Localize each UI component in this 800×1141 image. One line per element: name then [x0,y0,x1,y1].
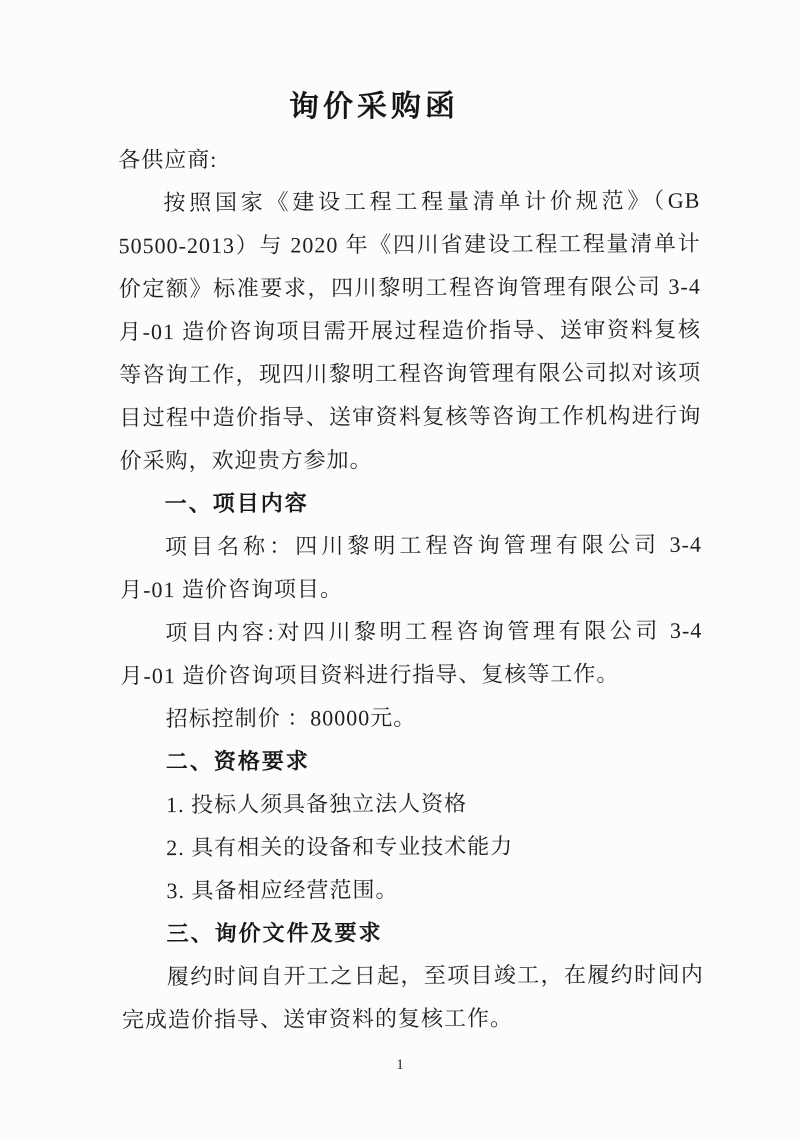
section-heading-inquiry-requirements: 三、询价文件及要求 [166,920,383,947]
document-body [118,83,704,1042]
qualification-item-2: 2. 具有相关的设备和专业技术能力 [166,833,514,861]
document-title: 询价采购函 [288,89,460,124]
section-heading-qualification: 二、资格要求 [165,748,310,775]
project-name-paragraph: 项目名称：四川黎明工程咨询管理有限公司 3-4 月-01 造价咨询项目。 [120,531,702,603]
section-heading-project-content: 一、项目内容 [164,490,309,517]
project-content-paragraph: 项目内容:对四川黎明工程咨询管理有限公司 3-4 月-01 造价咨询项目资料进行指导、复核等工作。 [120,617,703,689]
bid-control-price: 招标控制价 ：80000元。 [165,704,417,732]
intro-paragraph: 按照国家《建设工程工程量清单计价规范》（GB 50500-2013）与 2020 年《四川省建设工程工程量清单计价定额》标准要求，四川黎明工程咨询管理有限公司 3-4 月-01 造价咨询项目需开展过程造价指导、送审资料复核等咨询工作，现四川黎明工程咨询管理有限公司拟对该项目过程中造价指导、送审资料复核等咨询工作机构进行询价采购，欢迎贵方参加。 [118,187,702,474]
qualification-item-1: 1. 投标人须具备独立法人资格 [166,790,468,818]
qualification-item-3: 3. 具备相应经营范围。 [166,877,399,904]
salutation: 各供应商: [118,146,218,173]
page-number: 1 [396,1057,404,1073]
performance-time-paragraph: 履约时间自开工之日起，至项目竣工，在履约时间内完成造价指导、送审资料的复核工作。 [121,961,704,1033]
